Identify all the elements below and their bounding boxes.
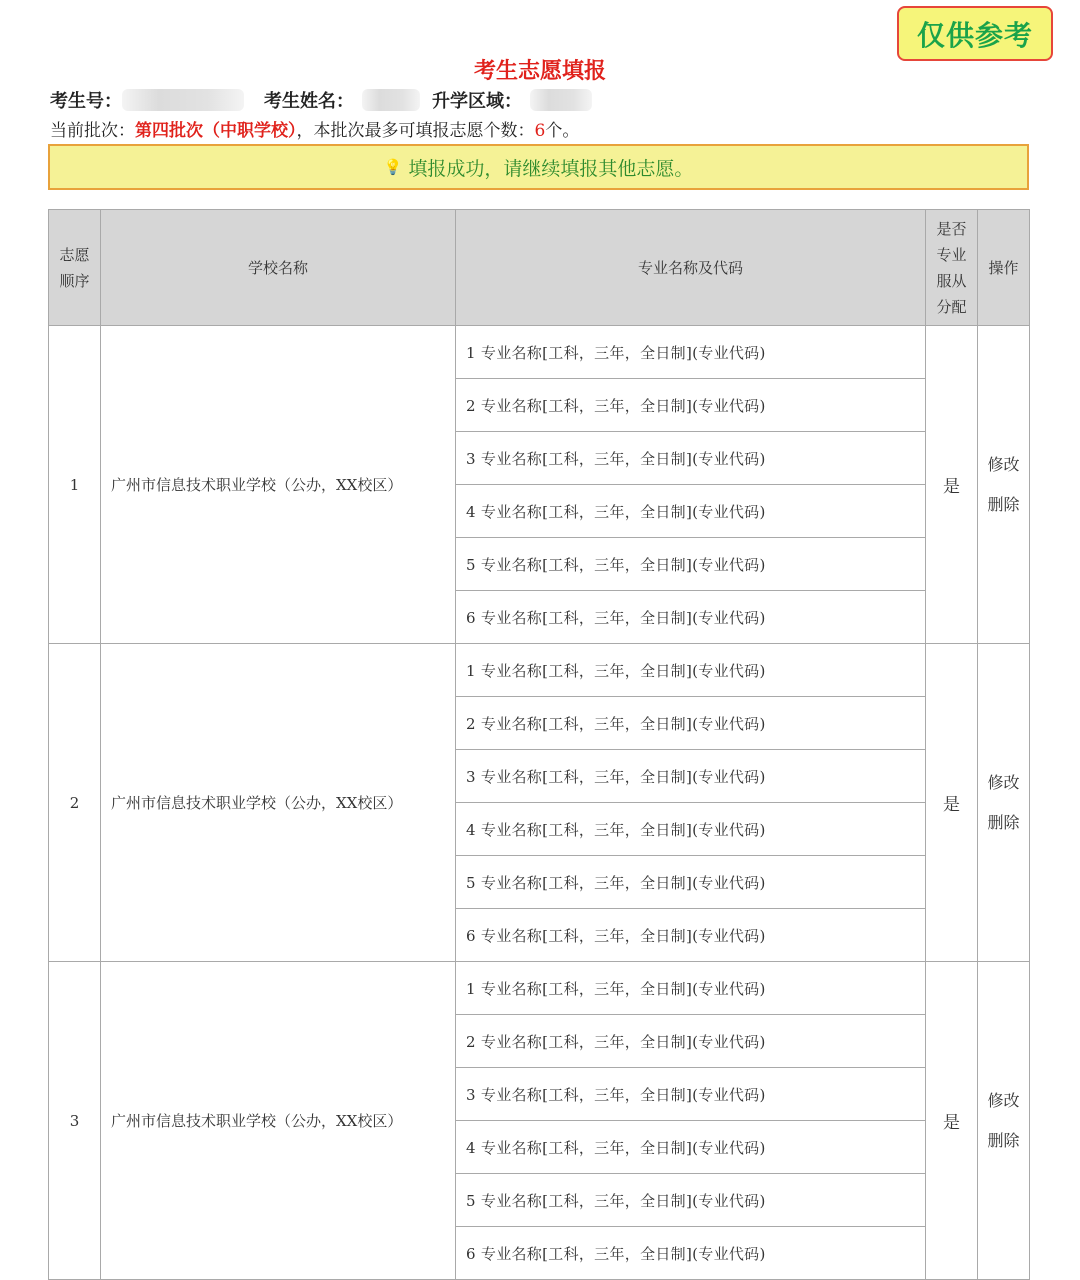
row-actions bbox=[978, 326, 1030, 644]
header-major: 专业名称及代码 bbox=[456, 210, 926, 326]
row-actions bbox=[978, 962, 1030, 1280]
major-item: 5 专业名称[工科，三年，全日制](专业代码) bbox=[456, 856, 926, 909]
school-name: 广州市信息技术职业学校（公办，XX校区） bbox=[101, 326, 456, 644]
major-item: 2 专业名称[工科，三年，全日制](专业代码) bbox=[456, 1015, 926, 1068]
accept-assignment: 是 bbox=[926, 962, 978, 1280]
page-title: 考生志愿填报 bbox=[473, 59, 606, 84]
table-row bbox=[49, 326, 1030, 379]
batch-max-count: 6 bbox=[534, 121, 546, 141]
school-name: 广州市信息技术职业学校（公办，XX校区） bbox=[101, 962, 456, 1280]
major-item: 2 专业名称[工科，三年，全日制](专业代码) bbox=[456, 697, 926, 750]
lightbulb-icon: 💡 bbox=[383, 158, 403, 176]
major-item: 4 专业名称[工科，三年，全日制](专业代码) bbox=[456, 1121, 926, 1174]
application-table bbox=[48, 209, 1030, 1280]
major-item: 6 专业名称[工科，三年，全日制](专业代码) bbox=[456, 909, 926, 962]
major-item: 1 专业名称[工科，三年，全日制](专业代码) bbox=[456, 962, 926, 1015]
row-actions bbox=[978, 644, 1030, 962]
table-row bbox=[49, 644, 1030, 697]
major-item: 3 专业名称[工科，三年，全日制](专业代码) bbox=[456, 750, 926, 803]
exam-number-label: 考生号： bbox=[50, 91, 122, 112]
student-name-label: 考生姓名： bbox=[264, 91, 354, 112]
major-item: 4 专业名称[工科，三年，全日制](专业代码) bbox=[456, 485, 926, 538]
major-item: 5 专业名称[工科，三年，全日制](专业代码) bbox=[456, 538, 926, 591]
application-order: 2 bbox=[49, 644, 101, 962]
header-ops: 操作 bbox=[978, 210, 1030, 326]
major-item: 2 专业名称[工科，三年，全日制](专业代码) bbox=[456, 379, 926, 432]
delete-link[interactable]: 删除 bbox=[987, 494, 1020, 514]
application-order: 1 bbox=[49, 326, 101, 644]
major-item: 6 专业名称[工科，三年，全日制](专业代码) bbox=[456, 1227, 926, 1280]
batch-middle: ，本批次最多可填报志愿个数： bbox=[296, 121, 535, 141]
delete-link[interactable]: 删除 bbox=[987, 1130, 1020, 1150]
major-item: 6 专业名称[工科，三年，全日制](专业代码) bbox=[456, 591, 926, 644]
table-body bbox=[49, 326, 1030, 1280]
accept-assignment: 是 bbox=[926, 326, 978, 644]
edit-link[interactable]: 修改 bbox=[987, 454, 1020, 474]
edit-link[interactable]: 修改 bbox=[987, 1090, 1020, 1110]
table-row bbox=[49, 962, 1030, 1015]
batch-info bbox=[50, 116, 579, 141]
header-school: 学校名称 bbox=[101, 210, 456, 326]
reference-only-badge: 仅供参考 bbox=[897, 6, 1053, 61]
batch-name: 第四批次（中职学校） bbox=[135, 121, 297, 141]
major-item: 3 专业名称[工科，三年，全日制](专业代码) bbox=[456, 1068, 926, 1121]
batch-prefix: 当前批次： bbox=[50, 121, 135, 141]
success-notice bbox=[48, 144, 1029, 190]
delete-link[interactable]: 删除 bbox=[987, 812, 1020, 832]
batch-suffix: 个。 bbox=[545, 121, 580, 141]
header-assign: 是否 专业 服从 分配 bbox=[926, 210, 978, 326]
application-order: 3 bbox=[49, 962, 101, 1280]
area-value-redacted bbox=[530, 89, 592, 111]
school-name: 广州市信息技术职业学校（公办，XX校区） bbox=[101, 644, 456, 962]
table-header-row bbox=[49, 210, 1030, 326]
major-item: 1 专业名称[工科，三年，全日制](专业代码) bbox=[456, 326, 926, 379]
accept-assignment: 是 bbox=[926, 644, 978, 962]
major-item: 4 专业名称[工科，三年，全日制](专业代码) bbox=[456, 803, 926, 856]
student-name-value-redacted bbox=[362, 89, 420, 111]
edit-link[interactable]: 修改 bbox=[987, 772, 1020, 792]
major-item: 1 专业名称[工科，三年，全日制](专业代码) bbox=[456, 644, 926, 697]
student-info-row bbox=[50, 87, 592, 113]
area-label: 升学区域： bbox=[432, 91, 522, 112]
major-item: 5 专业名称[工科，三年，全日制](专业代码) bbox=[456, 1174, 926, 1227]
header-order: 志愿 顺序 bbox=[49, 210, 101, 326]
exam-number-value-redacted bbox=[122, 89, 244, 111]
success-notice-text: 填报成功，请继续填报其他志愿。 bbox=[408, 157, 694, 180]
major-item: 3 专业名称[工科，三年，全日制](专业代码) bbox=[456, 432, 926, 485]
